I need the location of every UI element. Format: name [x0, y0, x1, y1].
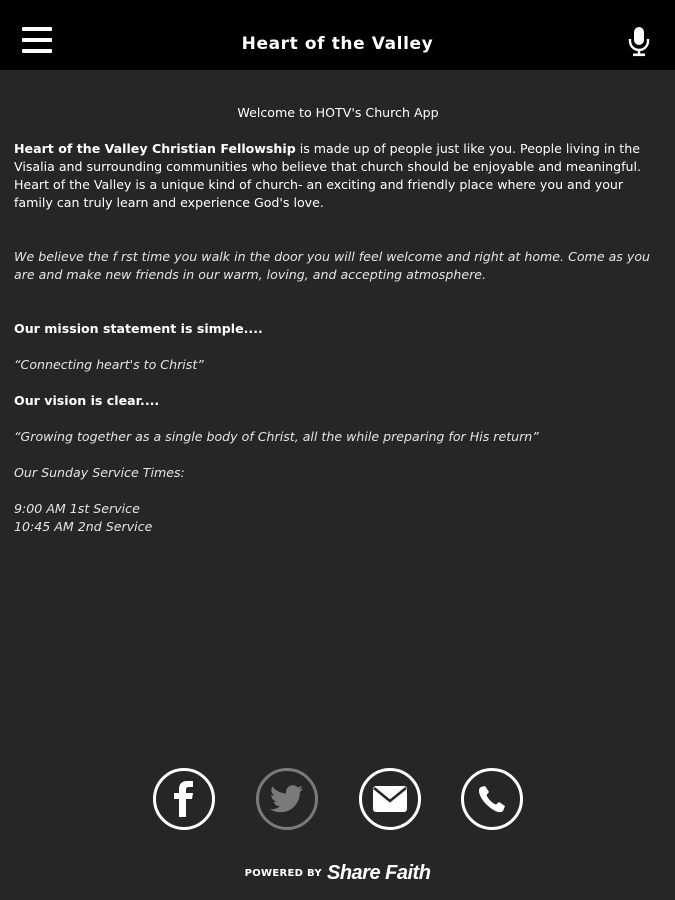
phone-button[interactable]: [461, 768, 523, 830]
welcome-content: [14, 104, 662, 536]
microphone-icon[interactable]: [626, 26, 652, 58]
phone-icon: [477, 784, 507, 814]
facebook-icon: [169, 780, 199, 818]
twitter-icon: [270, 785, 304, 813]
email-button[interactable]: [359, 768, 421, 830]
intro-text: is made up of people just like you. People living in the Visalia and surrounding communities who believe that church should be enjoyable and meaningful. Heart of the Valley is a unique kind of church- an exciting and friendly place where you and your family can truly learn and experience God's love.: [14, 141, 642, 210]
app-title: Heart of the Valley: [241, 34, 434, 54]
sharefaith-logo[interactable]: Share Faith: [327, 862, 431, 884]
vision-heading: Our vision is clear....: [14, 393, 160, 408]
facebook-button[interactable]: [153, 768, 215, 830]
belief-paragraph: We believe the f rst time you walk in the door you will feel welcome and right at home. Come as you are and make new friends in our warm, loving, and accepting atmosphere.: [14, 249, 651, 282]
powered-by-label: POWERED BY: [244, 868, 322, 879]
social-links-bar: [0, 768, 675, 830]
service-times-heading: Our Sunday Service Times:: [14, 465, 185, 480]
intro-paragraph: [14, 140, 662, 212]
powered-by-footer: [0, 862, 675, 885]
twitter-button[interactable]: [256, 768, 318, 830]
service-time-1: 9:00 AM 1st Service: [14, 501, 140, 516]
service-time-2: 10:45 AM 2nd Service: [14, 519, 153, 534]
welcome-heading: Welcome to HOTV's Church App: [237, 105, 439, 120]
mission-heading: Our mission statement is simple....: [14, 321, 263, 336]
top-app-bar: [0, 0, 675, 70]
envelope-icon: [372, 785, 408, 813]
vision-quote: “Growing together as a single body of Christ, all the while preparing for His return”: [14, 429, 539, 444]
mission-quote: “Connecting heart's to Christ”: [14, 357, 204, 372]
church-name: Heart of the Valley Christian Fellowship: [14, 141, 296, 156]
